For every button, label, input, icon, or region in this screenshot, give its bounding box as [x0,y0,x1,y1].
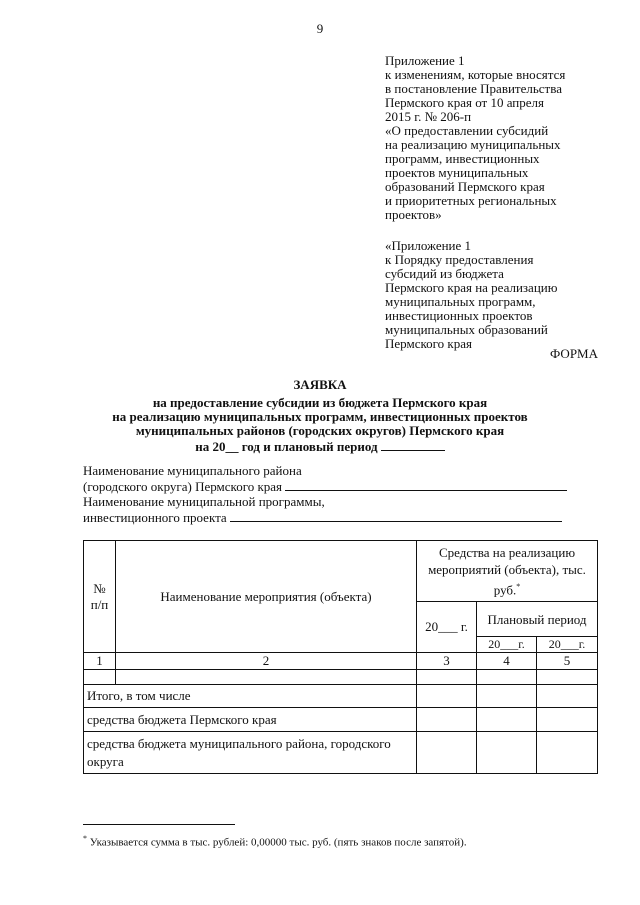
footnote-mark: * [83,834,87,843]
table-cell[interactable] [417,732,477,774]
table-cell[interactable] [477,708,537,732]
form-label: ФОРМА [550,346,598,361]
district-label: Наименование муниципального района [83,463,302,478]
col-number: 5 [537,653,598,670]
table-cell[interactable] [417,708,477,732]
appendix-line: Приложение 1 [385,53,465,68]
footnote-mark: * [516,581,521,591]
order-line: Пермского края на реализацию [385,280,558,295]
appendix-line: проектов» [385,207,442,222]
col-number: 4 [477,653,537,670]
header-num: № п/п [84,541,116,653]
program-field [83,495,562,525]
program-input-line[interactable] [230,509,562,522]
year-blank [381,438,445,451]
district-input-line[interactable] [285,478,567,491]
table-cell[interactable] [537,732,598,774]
program-label: инвестиционного проекта [83,510,227,525]
header-plan-period: Плановый период [477,602,598,637]
table-cell[interactable] [477,732,537,774]
appendix-line: «О предоставлении субсидий [385,123,549,138]
col-number: 1 [84,653,116,670]
appendix-line: 2015 г. № 206-п [385,109,472,124]
footnote [83,834,467,849]
order-block [385,239,557,351]
district-label: (городского округа) Пермского края [83,479,283,494]
order-line: муниципальных образований [385,322,548,337]
table-row [84,708,598,732]
order-line: субсидий из бюджета [385,266,504,281]
table-cell[interactable] [537,670,598,685]
appendix-line: программ, инвестиционных [385,151,540,166]
table-cell[interactable] [417,685,477,708]
district-field [83,464,567,494]
row-municipal-budget-label: средства бюджета муниципального района, городского округа [84,732,417,774]
order-line: к Порядку предоставления [385,252,534,267]
footnote-text: Указывается сумма в тыс. рублей: 0,00000 тыс. руб. (пять знаков после запятой). [89,836,467,849]
appendix-line: в постановление Правительства [385,81,562,96]
order-line: муниципальных программ, [385,294,536,309]
order-line: Пермского края [385,336,472,351]
application-table [83,540,598,774]
appendix-line: и приоритетных региональных [385,193,557,208]
table-cell[interactable] [477,685,537,708]
appendix-block [385,54,565,222]
header-year: 20___ г. [417,602,477,653]
table-row [84,670,598,685]
table-cell[interactable] [477,670,537,685]
footnote-separator [83,824,235,825]
header-name: Наименование мероприятия (объекта) [116,541,417,653]
order-line: «Приложение 1 [385,238,472,253]
col-number: 3 [417,653,477,670]
title-line: на 20__ год и плановый период [0,438,640,454]
order-line: инвестиционных проектов [385,308,533,323]
program-label: Наименование муниципальной программы, [83,494,325,509]
appendix-line: к изменениям, которые вносятся [385,67,566,82]
appendix-line: проектов муниципальных [385,165,529,180]
document-title [0,378,640,454]
table-row [84,732,598,774]
row-region-budget-label: средства бюджета Пермского края [84,708,417,732]
table-cell[interactable] [417,670,477,685]
appendix-line: образований Пермского края [385,179,545,194]
title-line: на реализацию муниципальных программ, инвестиционных проектов [112,409,528,424]
col-number: 2 [116,653,417,670]
table-cell[interactable] [116,670,417,685]
table-cell[interactable] [537,685,598,708]
title-line: на предоставление субсидии из бюджета Пермского края [152,395,488,410]
header-funds: Средства на реализацию мероприятий (объекта), тыс. руб.* [417,541,598,602]
header-plan-year-2: 20___г. [537,637,598,653]
row-total-label: Итого, в том числе [84,685,417,708]
header-plan-year-1: 20___г. [477,637,537,653]
title-line: муниципальных районов (городских округов) Пермского края [135,423,505,438]
appendix-line: на реализацию муниципальных [385,137,561,152]
table-row [84,685,598,708]
appendix-line: Пермского края от 10 апреля [385,95,544,110]
title-heading: ЗАЯВКА [293,377,347,392]
page-number: 9 [316,21,324,36]
table-cell[interactable] [537,708,598,732]
table-cell[interactable] [84,670,116,685]
